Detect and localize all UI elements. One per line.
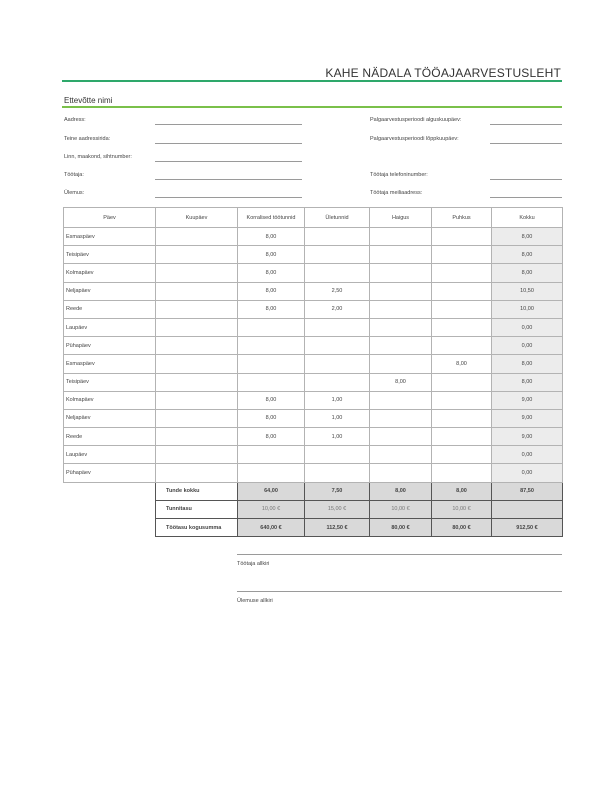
info-field-address2[interactable]: [155, 143, 302, 144]
cell-total: 8,00: [492, 228, 563, 246]
cell-vacation[interactable]: [432, 264, 492, 282]
cell-day: Neljapäev: [64, 282, 156, 300]
cell-day: Laupäev: [64, 446, 156, 464]
table-row: [64, 282, 563, 300]
info-label-period-end: Palgaarvestusperioodi lõppkuupäev:: [370, 136, 459, 142]
table-row: [64, 391, 563, 409]
cell-total: 8,00: [492, 355, 563, 373]
cell-vacation[interactable]: [432, 409, 492, 427]
cell-regular[interactable]: [238, 337, 305, 355]
company-name: Ettevõtte nimi: [64, 96, 113, 105]
header-vacation: Puhkus: [432, 208, 492, 228]
cell-total: 0,00: [492, 318, 563, 336]
cell-regular[interactable]: 8,00: [238, 282, 305, 300]
cell-total: 8,00: [492, 264, 563, 282]
info-label-employee: Töötaja:: [64, 172, 84, 178]
summary-spacer: [64, 500, 156, 518]
summary-row-hours: [64, 482, 563, 500]
cell-date[interactable]: [156, 264, 238, 282]
cell-overtime[interactable]: [305, 318, 370, 336]
cell-regular[interactable]: 8,00: [238, 246, 305, 264]
cell-day: Kolmapäev: [64, 264, 156, 282]
info-field-city[interactable]: [155, 161, 302, 162]
cell-overtime[interactable]: [305, 373, 370, 391]
summary-spacer: [64, 519, 156, 537]
cell-day: Neljapäev: [64, 409, 156, 427]
timesheet-body: [64, 228, 563, 537]
cell-sick[interactable]: [370, 228, 432, 246]
cell-total: 9,00: [492, 391, 563, 409]
cell-day: Esmaspäev: [64, 228, 156, 246]
cell-regular[interactable]: 8,00: [238, 300, 305, 318]
cell-sick[interactable]: [370, 428, 432, 446]
summary-hours-overtime: 7,50: [305, 482, 370, 500]
summary-pay-sick: 80,00 €: [370, 519, 432, 537]
cell-day: Esmaspäev: [64, 355, 156, 373]
table-row: [64, 246, 563, 264]
employee-signature-line[interactable]: [237, 554, 562, 555]
cell-day: Reede: [64, 428, 156, 446]
cell-vacation[interactable]: [432, 391, 492, 409]
table-row: [64, 373, 563, 391]
cell-vacation[interactable]: [432, 446, 492, 464]
table-row: [64, 337, 563, 355]
cell-overtime[interactable]: 2,50: [305, 282, 370, 300]
cell-regular[interactable]: [238, 464, 305, 482]
info-label-phone: Töötaja telefoninumber:: [370, 172, 428, 178]
info-field-employee[interactable]: [155, 179, 302, 180]
cell-overtime[interactable]: 1,00: [305, 428, 370, 446]
table-row: [64, 428, 563, 446]
cell-vacation[interactable]: [432, 464, 492, 482]
header-day: Päev: [64, 208, 156, 228]
cell-vacation[interactable]: [432, 228, 492, 246]
cell-sick[interactable]: [370, 409, 432, 427]
cell-date[interactable]: [156, 409, 238, 427]
info-field-phone[interactable]: [490, 179, 562, 180]
cell-regular[interactable]: [238, 318, 305, 336]
summary-row-rate: [64, 500, 563, 518]
cell-date[interactable]: [156, 300, 238, 318]
cell-sick[interactable]: [370, 246, 432, 264]
summary-rate-total: [492, 500, 563, 518]
cell-overtime[interactable]: [305, 264, 370, 282]
cell-regular[interactable]: 8,00: [238, 391, 305, 409]
summary-hours-sick: 8,00: [370, 482, 432, 500]
header-overtime: Ületunnid: [305, 208, 370, 228]
cell-date[interactable]: [156, 318, 238, 336]
summary-label-rate: Tunnitasu: [156, 500, 238, 518]
cell-total: 9,00: [492, 428, 563, 446]
table-row: [64, 228, 563, 246]
header-sick: Haigus: [370, 208, 432, 228]
table-row: [64, 446, 563, 464]
summary-label-pay: Töötasu kogusumma: [156, 519, 238, 537]
summary-label-hours: Tunde kokku: [156, 482, 238, 500]
cell-day: Laupäev: [64, 318, 156, 336]
table-row: [64, 355, 563, 373]
cell-date[interactable]: [156, 373, 238, 391]
cell-overtime[interactable]: [305, 464, 370, 482]
cell-day: Reede: [64, 300, 156, 318]
summary-rate-regular[interactable]: 10,00 €: [238, 500, 305, 518]
cell-regular[interactable]: [238, 446, 305, 464]
cell-total: 8,00: [492, 246, 563, 264]
page-title: KAHE NÄDALA TÖÖAJAARVESTUSLEHT: [325, 66, 561, 80]
cell-day: Pühapäev: [64, 337, 156, 355]
cell-date[interactable]: [156, 228, 238, 246]
cell-overtime[interactable]: [305, 246, 370, 264]
summary-pay-overtime: 112,50 €: [305, 519, 370, 537]
cell-total: 8,00: [492, 373, 563, 391]
timesheet-table: [63, 207, 563, 537]
cell-sick[interactable]: [370, 300, 432, 318]
summary-hours-regular: 64,00: [238, 482, 305, 500]
summary-spacer: [64, 482, 156, 500]
cell-date[interactable]: [156, 355, 238, 373]
cell-total: 9,00: [492, 409, 563, 427]
info-label-period-start: Palgaarvestusperioodi alguskuupäev:: [370, 117, 462, 123]
cell-regular[interactable]: 8,00: [238, 264, 305, 282]
table-row: [64, 464, 563, 482]
cell-total: 0,00: [492, 337, 563, 355]
table-row: [64, 318, 563, 336]
summary-hours-vacation: 8,00: [432, 482, 492, 500]
cell-day: Teisipäev: [64, 373, 156, 391]
cell-day: Pühapäev: [64, 464, 156, 482]
cell-vacation[interactable]: 8,00: [432, 355, 492, 373]
cell-vacation[interactable]: [432, 337, 492, 355]
info-label-city: Linn, maakond, sihtnumber:: [64, 154, 132, 160]
manager-signature-line[interactable]: [237, 591, 562, 592]
cell-sick[interactable]: [370, 282, 432, 300]
info-label-manager: Ülemus:: [64, 190, 85, 196]
header-total: Kokku: [492, 208, 563, 228]
info-field-period-start[interactable]: [490, 124, 562, 125]
info-label-address2: Teine aadressirida:: [64, 136, 111, 142]
cell-date[interactable]: [156, 391, 238, 409]
summary-rate-overtime[interactable]: 15,00 €: [305, 500, 370, 518]
cell-sick[interactable]: [370, 391, 432, 409]
cell-day: Teisipäev: [64, 246, 156, 264]
cell-date[interactable]: [156, 446, 238, 464]
cell-total: 10,00: [492, 300, 563, 318]
cell-date[interactable]: [156, 428, 238, 446]
cell-regular[interactable]: 8,00: [238, 228, 305, 246]
summary-pay-regular: 640,00 €: [238, 519, 305, 537]
table-row: [64, 264, 563, 282]
cell-total: 0,00: [492, 464, 563, 482]
info-label-address: Aadress:: [64, 117, 86, 123]
cell-vacation[interactable]: [432, 282, 492, 300]
cell-sick[interactable]: [370, 318, 432, 336]
cell-date[interactable]: [156, 282, 238, 300]
company-divider: [62, 106, 562, 108]
title-divider: [62, 80, 562, 82]
cell-overtime[interactable]: 2,00: [305, 300, 370, 318]
cell-vacation[interactable]: [432, 246, 492, 264]
cell-sick[interactable]: [370, 464, 432, 482]
cell-regular[interactable]: [238, 355, 305, 373]
cell-vacation[interactable]: [432, 373, 492, 391]
cell-overtime[interactable]: [305, 228, 370, 246]
cell-overtime[interactable]: 1,00: [305, 391, 370, 409]
cell-regular[interactable]: 8,00: [238, 409, 305, 427]
cell-overtime[interactable]: [305, 446, 370, 464]
info-field-period-end[interactable]: [490, 143, 562, 144]
cell-total: 10,50: [492, 282, 563, 300]
cell-regular[interactable]: [238, 373, 305, 391]
summary-hours-total: 87,50: [492, 482, 563, 500]
summary-rate-sick[interactable]: 10,00 €: [370, 500, 432, 518]
employee-signature-label: Töötaja allkiri: [237, 561, 270, 567]
cell-vacation[interactable]: [432, 428, 492, 446]
cell-regular[interactable]: 8,00: [238, 428, 305, 446]
cell-vacation[interactable]: [432, 300, 492, 318]
manager-signature-label: Ülemuse allkiri: [237, 598, 273, 604]
info-field-address[interactable]: [155, 124, 302, 125]
info-label-email: Töötaja meiliaadress:: [370, 190, 423, 196]
summary-rate-vacation[interactable]: 10,00 €: [432, 500, 492, 518]
summary-pay-total: 912,50 €: [492, 519, 563, 537]
cell-overtime[interactable]: 1,00: [305, 409, 370, 427]
table-row: [64, 300, 563, 318]
cell-total: 0,00: [492, 446, 563, 464]
table-row: [64, 409, 563, 427]
cell-sick[interactable]: [370, 446, 432, 464]
header-date: Kuupäev: [156, 208, 238, 228]
header-regular: Korralised töötunnid: [238, 208, 305, 228]
cell-overtime[interactable]: [305, 355, 370, 373]
timesheet-header: [64, 208, 563, 228]
cell-day: Kolmapäev: [64, 391, 156, 409]
cell-sick[interactable]: [370, 355, 432, 373]
cell-date[interactable]: [156, 337, 238, 355]
cell-sick[interactable]: [370, 264, 432, 282]
cell-sick[interactable]: 8,00: [370, 373, 432, 391]
cell-overtime[interactable]: [305, 337, 370, 355]
summary-pay-vacation: 80,00 €: [432, 519, 492, 537]
cell-sick[interactable]: [370, 337, 432, 355]
info-field-email[interactable]: [490, 197, 562, 198]
cell-date[interactable]: [156, 246, 238, 264]
summary-row-pay: [64, 519, 563, 537]
info-field-manager[interactable]: [155, 197, 302, 198]
cell-vacation[interactable]: [432, 318, 492, 336]
cell-date[interactable]: [156, 464, 238, 482]
